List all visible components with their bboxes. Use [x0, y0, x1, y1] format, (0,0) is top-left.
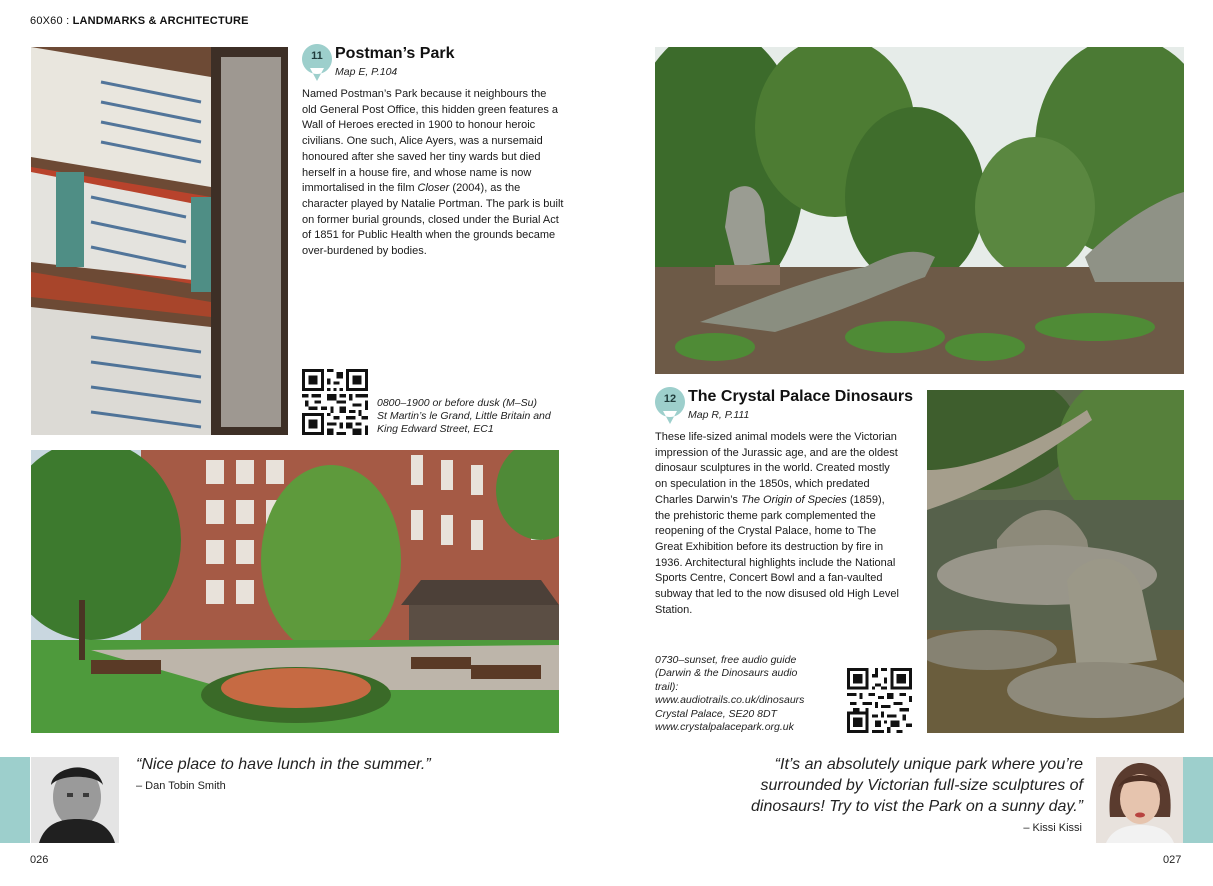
header-series: 60X60	[30, 15, 63, 27]
opening-hours: 0730–sunset, free audio guide (Darwin & the Dinosaurs audio trail): www.audiotrails.co.uk/dinosaurs	[655, 654, 805, 706]
entry-description: Named Postman’s Park because it neighbours the old General Post Office, this hidden green features a Wall of Heroes erected in 1900 to honour heroic civilians. One such, Alice Ayers, was a nursemaid honoured after she saved her tiny wards but died herself in a house fire, and whose name is now immortalised in the film Closer (2004), as the character played by Natalie Portman. The park is built on former burial grounds, closed under the Burial Act of 1851 for Public Health when the grounds became over-burdened by bodies.	[302, 88, 564, 258]
address: Crystal Palace, SE20 8DT	[655, 708, 777, 720]
page-number-left: 026	[30, 854, 49, 866]
avatar	[31, 757, 119, 843]
quote-text: “It’s an absolutely unique park where you’re surrounded by Victorian full-size sculptures of dinosaurs! Try to vist the Park on a sunny day.”	[751, 756, 1083, 815]
map-reference: Map R, P.111	[688, 409, 750, 421]
running-header: 60X60 : LANDMARKS & ARCHITECTURE	[30, 15, 249, 27]
map-reference: Map E, P.104	[335, 66, 398, 78]
avatar	[1096, 757, 1183, 843]
photo-dinosaur-sculptures	[655, 47, 1184, 374]
quote-accent-band-right	[1183, 757, 1213, 843]
entry-title: Postman’s Park	[335, 45, 455, 62]
photo-postmans-park-garden	[31, 450, 559, 733]
entry-number-badge: 11	[302, 44, 332, 74]
qr-code-icon	[302, 369, 368, 435]
entry-number-badge: 12	[655, 387, 685, 417]
quote-accent-band-left	[0, 757, 30, 843]
quote-author: – Dan Tobin Smith	[136, 780, 226, 792]
photo-wall-of-heroes	[31, 47, 288, 435]
quote-text: “Nice place to have lunch in the summer.”	[136, 756, 431, 773]
entry-description: These life-sized animal models were the Victorian impression of the Jurassic age, and are the oldest dinosaur sculptures in the world. Created mostly on speculation in the 1850s, which predated Charles Darwin’s The Origin of Species (1859), the prehistoric theme park complemented the reopening of the Crystal Palace, home to The Great Exhibition before its destruction by fire in 1936. Architectural highlights include the National Sports Centre, Concert Bowl and a fan-vaulted subway that led to the now disused old High Level Station.	[655, 431, 899, 616]
header-section: LANDMARKS & ARCHITECTURE	[72, 15, 249, 27]
entry-title: The Crystal Palace Dinosaurs	[688, 388, 913, 405]
opening-hours: 0800–1900 or before dusk (M–Su)	[377, 397, 537, 409]
address: St Martin’s le Grand, Little Britain and King Edward Street, EC1	[377, 410, 551, 436]
website-link[interactable]: www.crystalpalacepark.org.uk	[655, 721, 794, 733]
quote-author: – Kissi Kissi	[1023, 822, 1082, 834]
qr-code-icon	[847, 668, 912, 733]
page-number-right: 027	[1163, 854, 1182, 866]
photo-crocodile-sculptures	[927, 390, 1184, 733]
